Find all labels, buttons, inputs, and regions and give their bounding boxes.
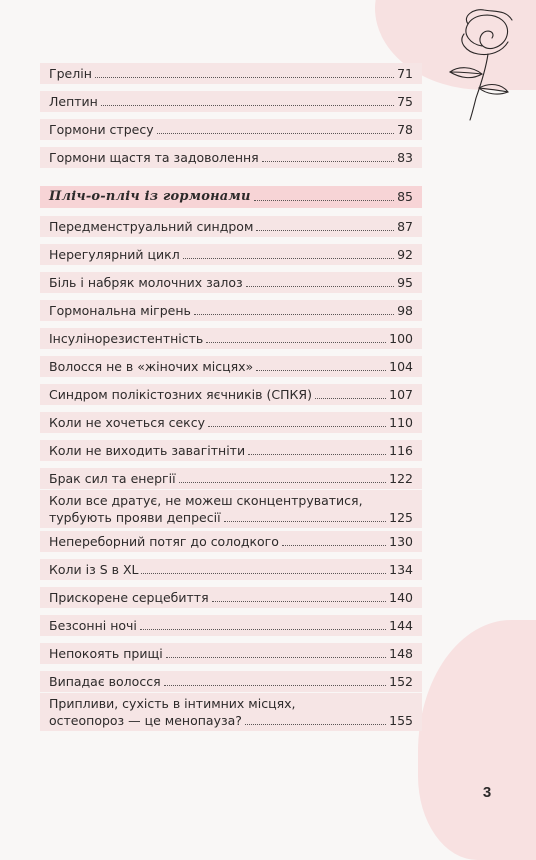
dot-leader bbox=[224, 521, 387, 522]
toc-entry[interactable] bbox=[40, 328, 422, 349]
dot-leader bbox=[254, 200, 395, 201]
toc-entry[interactable] bbox=[40, 531, 422, 552]
toc-entry[interactable] bbox=[40, 216, 422, 237]
toc-entry-page: 71 bbox=[397, 66, 413, 81]
dot-leader bbox=[101, 105, 394, 106]
dot-leader bbox=[315, 398, 386, 399]
toc-entry[interactable] bbox=[40, 63, 422, 84]
toc-entry-page: 95 bbox=[397, 275, 413, 290]
toc-entry-page: 75 bbox=[397, 94, 413, 109]
toc-entry-title: Брак сил та енергії bbox=[49, 471, 176, 486]
toc-entry-title-line1: Коли все дратує, не можеш сконцентруватися, bbox=[49, 493, 363, 508]
toc-entry-title: Гормональна мігрень bbox=[49, 303, 191, 318]
dot-leader bbox=[262, 161, 394, 162]
toc-entry-page: 87 bbox=[397, 219, 413, 234]
toc-entry-page: 140 bbox=[389, 590, 413, 605]
dot-leader bbox=[166, 657, 386, 658]
toc-entry-page: 155 bbox=[389, 713, 413, 728]
dot-leader bbox=[157, 133, 394, 134]
dot-leader bbox=[246, 286, 394, 287]
dot-leader bbox=[206, 342, 386, 343]
toc-entry-title: Лептин bbox=[49, 94, 98, 109]
dot-leader bbox=[183, 258, 394, 259]
rose-illustration-icon bbox=[432, 6, 532, 121]
dot-leader bbox=[212, 601, 387, 602]
toc-entry-page: 78 bbox=[397, 122, 413, 137]
toc-entry-page: 148 bbox=[389, 646, 413, 661]
toc-entry[interactable] bbox=[40, 643, 422, 664]
dot-leader bbox=[245, 724, 386, 725]
toc-entry[interactable] bbox=[40, 272, 422, 293]
toc-entry-title: Синдром полікістозних яєчників (СПКЯ) bbox=[49, 387, 312, 402]
toc-entry[interactable] bbox=[40, 693, 422, 731]
toc-entry-title: Гормони стресу bbox=[49, 122, 154, 137]
toc-entry-title: Коли із S в XL bbox=[49, 562, 139, 577]
toc-entry[interactable] bbox=[40, 147, 422, 168]
toc-entry[interactable] bbox=[40, 244, 422, 265]
toc-entry-title: турбують прояви депресії bbox=[49, 510, 221, 525]
dot-leader bbox=[164, 685, 387, 686]
toc-entry-page: 83 bbox=[397, 150, 413, 165]
toc-entry-page: 122 bbox=[389, 471, 413, 486]
toc-entry-title: Біль і набряк молочних залоз bbox=[49, 275, 243, 290]
toc-entry[interactable] bbox=[40, 119, 422, 140]
toc-entry-page: 104 bbox=[389, 359, 413, 374]
toc-entry-title: Передменструальний синдром bbox=[49, 219, 254, 234]
toc-entry[interactable] bbox=[40, 615, 422, 636]
toc-entry-page: 92 bbox=[397, 247, 413, 262]
toc-entry[interactable] bbox=[40, 490, 422, 528]
dot-leader bbox=[95, 77, 394, 78]
toc-entry[interactable] bbox=[40, 384, 422, 405]
toc-entry-page: 134 bbox=[389, 562, 413, 577]
toc-entry[interactable] bbox=[40, 559, 422, 580]
dot-leader bbox=[141, 573, 386, 574]
dot-leader bbox=[179, 482, 387, 483]
toc-entry[interactable] bbox=[40, 91, 422, 112]
toc-entry-title-line1: Припливи, сухість в інтимних місцях, bbox=[49, 696, 296, 711]
toc-entry-title: Непереборний потяг до солодкого bbox=[49, 534, 279, 549]
dot-leader bbox=[208, 426, 386, 427]
toc-entry-page: 110 bbox=[389, 415, 413, 430]
toc-entry[interactable] bbox=[40, 468, 422, 489]
toc-entry-page: 116 bbox=[389, 443, 413, 458]
dot-leader bbox=[282, 545, 386, 546]
toc-entry-title: Непокоять прищі bbox=[49, 646, 163, 661]
toc-entry-title: Грелін bbox=[49, 66, 92, 81]
toc-entry[interactable] bbox=[40, 587, 422, 608]
toc-entry-title: Інсулінорезистентність bbox=[49, 331, 204, 346]
page-number: 3 bbox=[482, 784, 492, 801]
toc-entry[interactable] bbox=[40, 440, 422, 461]
toc-entry-page: 107 bbox=[389, 387, 413, 402]
dot-leader bbox=[194, 314, 394, 315]
toc-entry-title: Пліч-о-пліч із гормонами bbox=[49, 189, 251, 204]
toc-entry-title: Гормони щастя та задоволення bbox=[49, 150, 259, 165]
dot-leader bbox=[140, 629, 386, 630]
toc-entry[interactable] bbox=[40, 300, 422, 321]
dot-leader bbox=[256, 230, 394, 231]
toc-entry-title: Прискорене серцебиття bbox=[49, 590, 209, 605]
toc-entry-page: 85 bbox=[397, 189, 413, 204]
toc-entry-title: Нерегулярний цикл bbox=[49, 247, 180, 262]
toc-entry-page: 152 bbox=[389, 674, 413, 689]
toc-entry-page: 130 bbox=[389, 534, 413, 549]
decorative-blob-bottom bbox=[418, 620, 536, 860]
toc-entry-title: Випадає волосся bbox=[49, 674, 161, 689]
toc-entry[interactable] bbox=[40, 671, 422, 692]
toc-entry-page: 144 bbox=[389, 618, 413, 633]
dot-leader bbox=[248, 454, 386, 455]
toc-entry[interactable] bbox=[40, 412, 422, 433]
toc-entry-title: Волосся не в «жіночих місцях» bbox=[49, 359, 254, 374]
toc-entry-page: 98 bbox=[397, 303, 413, 318]
toc-entry-title: Безсонні ночі bbox=[49, 618, 137, 633]
toc-entry-title: Коли не хочеться сексу bbox=[49, 415, 205, 430]
toc-entry-title: остеопороз — це менопауза? bbox=[49, 713, 242, 728]
toc-chapter[interactable] bbox=[40, 186, 422, 208]
dot-leader bbox=[256, 370, 386, 371]
toc-entry-title: Коли не виходить завагітніти bbox=[49, 443, 246, 458]
toc-entry[interactable] bbox=[40, 356, 422, 377]
toc-entry-page: 125 bbox=[389, 510, 413, 525]
toc-entry-page: 100 bbox=[389, 331, 413, 346]
